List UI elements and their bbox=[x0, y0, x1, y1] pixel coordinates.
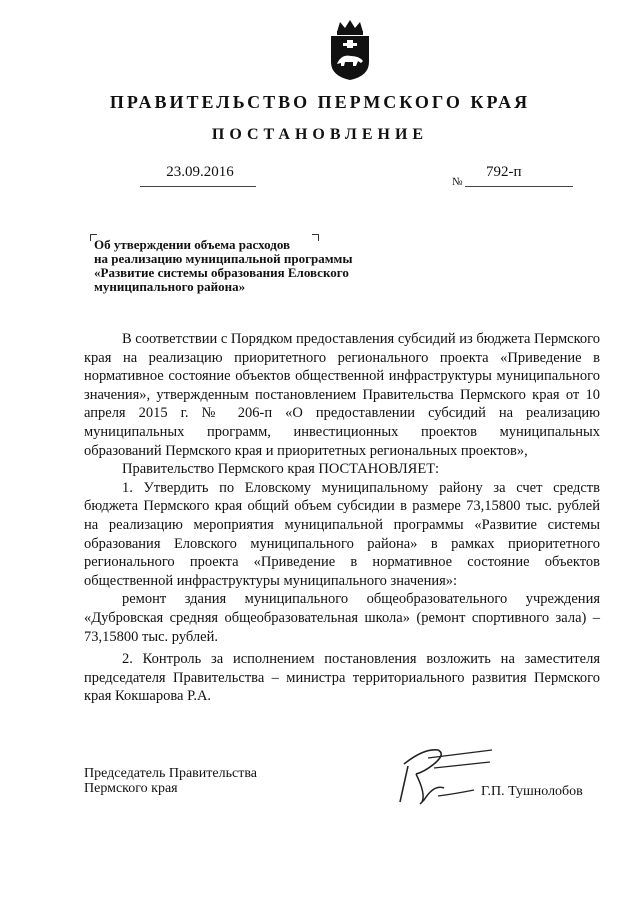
signatory-position-line: Пермского края bbox=[84, 781, 178, 796]
subject-line: «Развитие системы образования Еловского bbox=[94, 265, 349, 280]
document-subject bbox=[94, 238, 424, 294]
signature-icon bbox=[394, 744, 504, 814]
clause-2-paragraph: 2. Контроль за исполнением постановления возложить на заместителя председателя Правительства – министра территориального развития Пермского края Кокшарова Р.А. bbox=[84, 651, 600, 705]
date-underline bbox=[140, 186, 256, 187]
signatory-position bbox=[84, 766, 257, 796]
resolves-paragraph: Правительство Пермского края ПОСТАНОВЛЯЕТ: bbox=[122, 461, 440, 478]
subject-line: Об утверждении объема расходов bbox=[94, 237, 291, 252]
organization-title: ПРАВИТЕЛЬСТВО ПЕРМСКОГО КРАЯ bbox=[109, 92, 531, 112]
preamble-paragraph: В соответствии с Порядком предоставления субсидий из бюджета Пермского края на реализацию приоритетного регионального проекта «Приведение в нормативное состояние объектов общественной инфраструктуры муниципального значения», утвержденным постановлением Правительства Пермского края от 10 апреля 2015 г. № 206-п «О предоставлении субсидий на реализацию муниципальных программ, инвестиционных проектов муниципальных образований Пермского края и приоритетных региональных проектов», bbox=[84, 331, 600, 459]
document-body bbox=[84, 330, 600, 706]
number-underline bbox=[465, 186, 573, 187]
clause-1-item-paragraph: ремонт здания муниципального общеобразовательного учреждения «Дубровская средняя общеобразовательная школа» (ремонт спортивного зала) – 73,15800 тыс. рублей. bbox=[84, 591, 600, 645]
document-type: ПОСТАНОВЛЕНИЕ bbox=[211, 126, 429, 143]
document-date: 23.09.2016 bbox=[166, 164, 234, 180]
document-number: 792-п bbox=[486, 164, 522, 180]
signatory-name: Г.П. Тушнолобов bbox=[481, 784, 583, 799]
subject-line: муниципального района» bbox=[94, 279, 246, 294]
subject-line: на реализацию муниципальной программы bbox=[94, 251, 353, 266]
clause-1-paragraph: 1. Утвердить по Еловскому муниципальному району за счет средств бюджета Пермского края общий объем субсидии в размере 73,15800 тыс. рублей на реализацию мероприятия муниципальной программы «Развитие системы образования Еловского муниципального района» в рамках приоритетного регионального проекта «Приведение в нормативное состояние объектов общественной инфраструктуры муниципального значения»: bbox=[84, 479, 600, 589]
coat-of-arms-icon bbox=[325, 18, 375, 82]
number-sign: № bbox=[452, 176, 463, 188]
signatory-position-line: Председатель Правительства bbox=[84, 766, 257, 781]
